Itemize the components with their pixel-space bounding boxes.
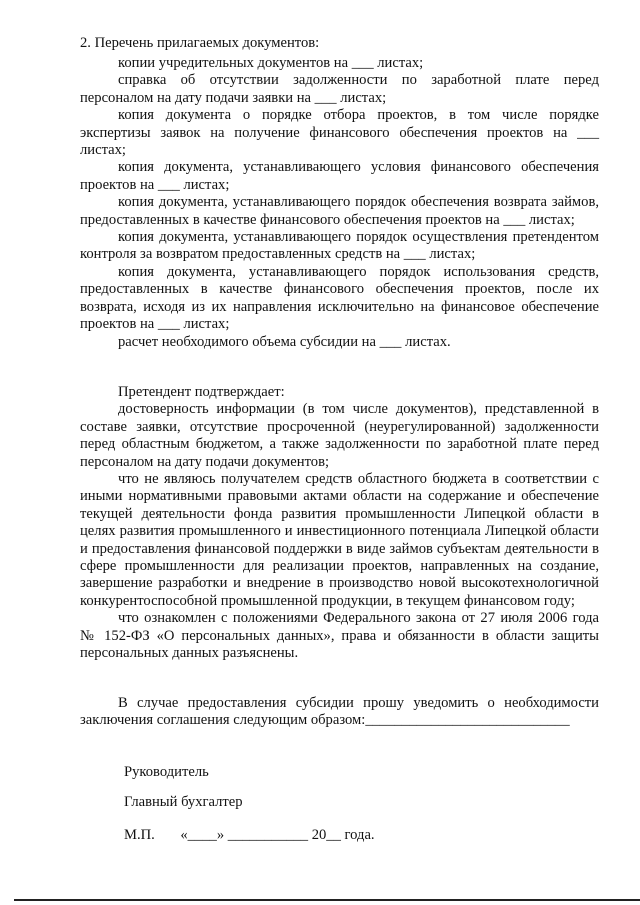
signature-chief-accountant: Главный бухгалтер: [124, 794, 243, 810]
page-bottom-rule: [14, 899, 640, 901]
confirmation-item-reliability: достоверность информации (в том числе документов), представленной в составе заявки, отсутствие просроченной (неурегулированной) задолженности перед областным бюджетом, а также задолженности по заработной плате перед персоналом на дату подачи документов;: [80, 401, 599, 470]
signature-head: Руководитель: [124, 764, 209, 780]
document-item-repayment-control: копия документа, устанавливающего порядок осуществления претендентом контроля за возвратом предоставленных средств на ___ листах;: [80, 229, 599, 263]
document-item-financing-conditions: копия документа, устанавливающего условия финансового обеспечения проектов на ___ листах;: [80, 159, 599, 193]
document-item-loan-repayment-procedure: копия документа, устанавливающего порядок обеспечения возврата займов, предоставленных в качестве финансового обеспечения проектов на ___ листах;: [80, 194, 599, 228]
document-item-selection-procedure: копия документа о порядке отбора проектов, в том числе порядке экспертизы заявок на получение финансового обеспечения проектов на ___ листах;: [80, 107, 599, 159]
section-heading: 2. Перечень прилагаемых документов:: [80, 35, 320, 51]
confirmation-item-not-recipient: что не являюсь получателем средств областного бюджета в соответствии с иными нормативными правовыми актами области на содержание и обеспечение текущей деятельности фонда развития промышленности Липецкой области в целях развития промышленного и инвестиционного потенциала Липецкой области и предоставления финансовой поддержки в виде займов субъектам деятельности в сфере промышленности для реализации проектов, направленных на создание, завершение разработки и внедрение в производство новой высокотехнологичной конкурентоспособной промышленной продукции, в текущем финансовом году;: [80, 471, 599, 609]
confirmation-intro: Претендент подтверждает:: [118, 384, 285, 400]
notification-text: В случае предоставления субсидии прошу уведомить о необходимости заключения соглашения следующим образом:____________________________: [80, 695, 599, 729]
stamp-date-line: М.П. «____» ___________ 20__ года.: [124, 827, 375, 843]
attached-documents-list: [80, 55, 599, 351]
document-item-subsidy-calculation: расчет необходимого объема субсидии на ___ листах.: [118, 333, 451, 350]
document-item-salary-debt-certificate: справка об отсутствии задолженности по заработной плате перед персоналом на дату подачи заявки на ___ листах;: [80, 72, 599, 106]
confirmation-item-personal-data: что ознакомлен с положениями Федерального закона от 27 июля 2006 года № 152-ФЗ «О персональных данных», права и обязанности в области защиты персональных данных разъяснены.: [80, 610, 599, 662]
document-item-charter: копии учредительных документов на ___ листах;: [118, 55, 424, 71]
document-item-funds-usage-procedure: копия документа, устанавливающего порядок использования средств, предоставленных в качестве финансового обеспечения проектов, после их возврата, исходя из их направления исключительно на финансовое обеспечение проектов на ___ листах;: [80, 263, 599, 333]
notification-section: [80, 695, 599, 730]
confirmation-section: [80, 384, 599, 663]
